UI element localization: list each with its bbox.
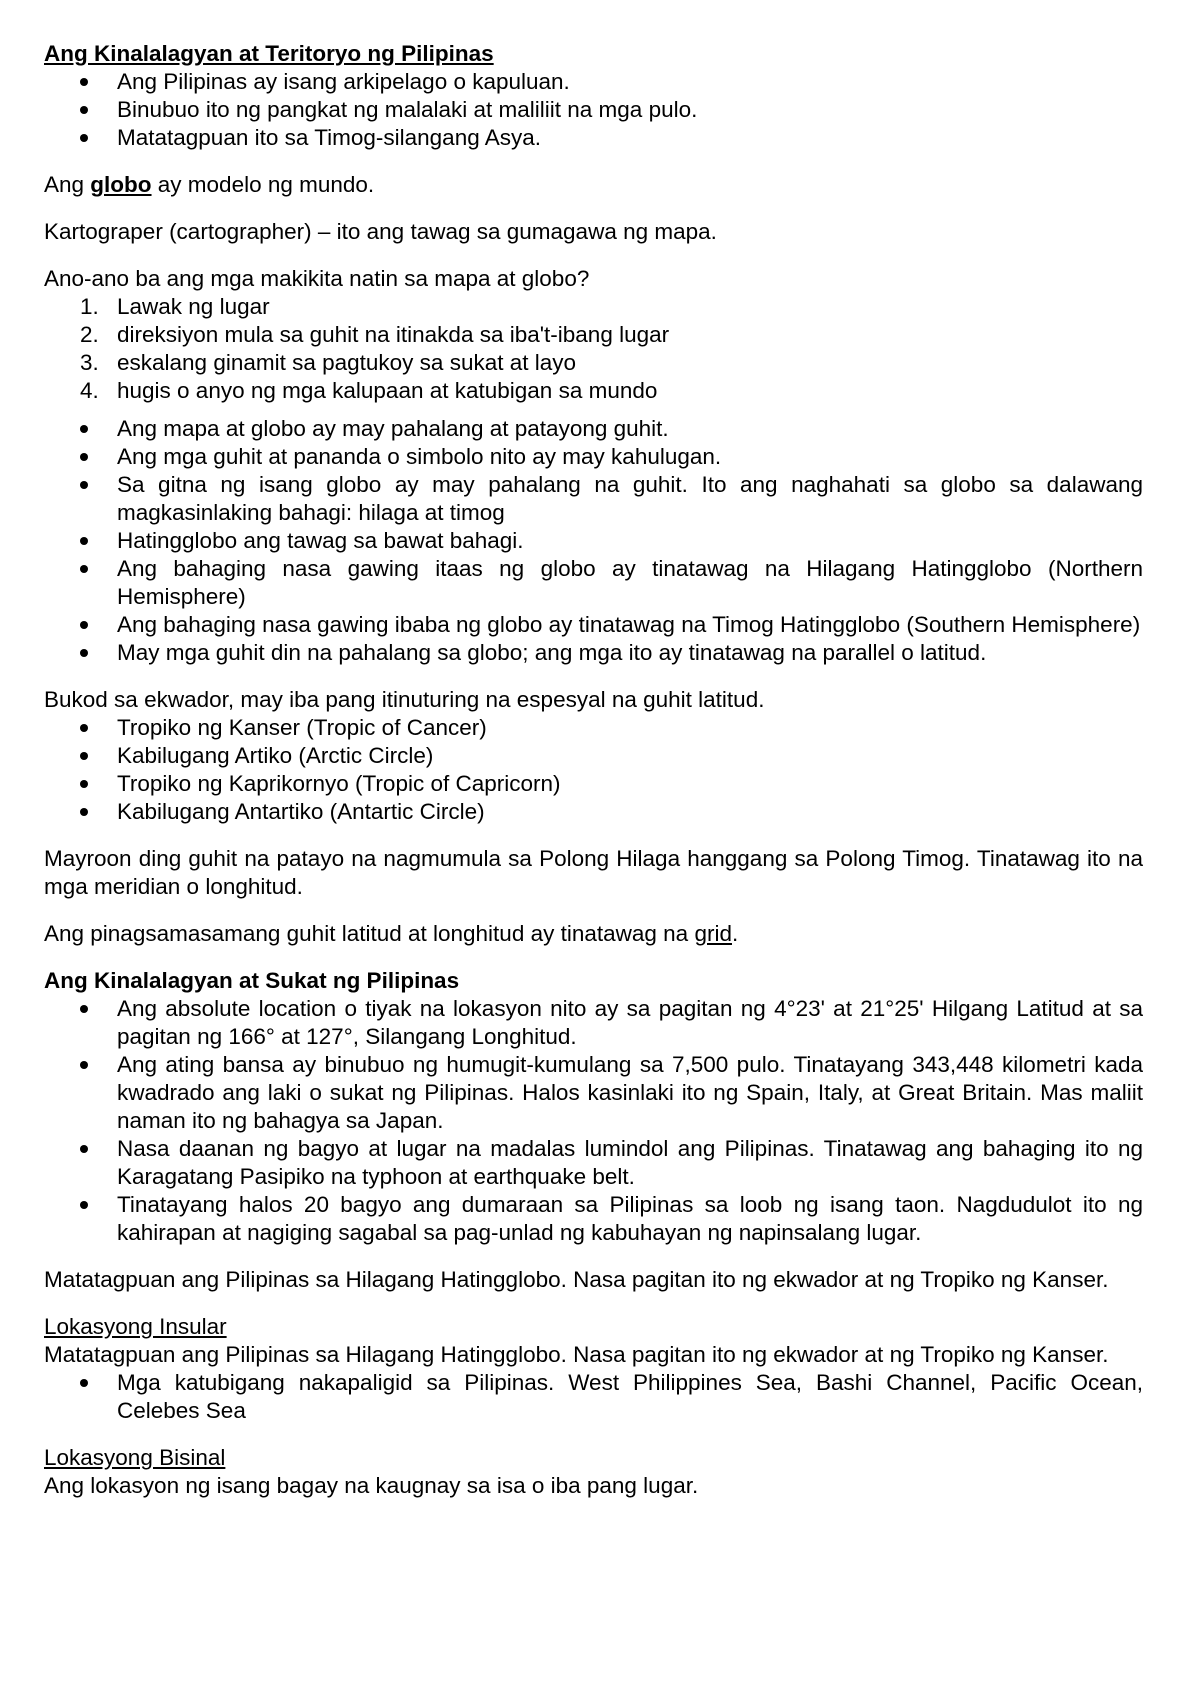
meridian-paragraph: Mayroon ding guhit na patayo na nagmumula sa Polong Hilaga hanggang sa Polong Timog. Tinatawag ito na mga meridian o longhitud. bbox=[44, 846, 1143, 899]
insular-heading: Lokasyong Insular bbox=[44, 1314, 227, 1339]
list-item: Tropiko ng Kaprikornyo (Tropic of Capricorn) bbox=[117, 770, 1143, 798]
insular-paragraph: Matatagpuan ang Pilipinas sa Hilagang Hatingglobo. Nasa pagitan ito ng ekwador at ng Tropiko ng Kanser. bbox=[44, 1342, 1109, 1367]
matatagpuan-paragraph: Matatagpuan ang Pilipinas sa Hilagang Hatingglobo. Nasa pagitan ito ng ekwador at ng Tropiko ng Kanser. bbox=[44, 1267, 1109, 1292]
list-item: Mga katubigang nakapaligid sa Pilipinas. West Philippines Sea, Bashi Channel, Pacific Ocean, Celebes Sea bbox=[117, 1370, 1143, 1423]
grid-term: grid bbox=[694, 921, 732, 946]
list-item: hugis o anyo ng mga kalupaan at katubigan sa mundo bbox=[117, 378, 658, 403]
list-item: Kabilugang Antartiko (Antartic Circle) bbox=[117, 798, 1143, 826]
bisinal-heading: Lokasyong Bisinal bbox=[44, 1445, 226, 1470]
list-item: Ang mga guhit at pananda o simbolo nito ay may kahulugan. bbox=[117, 443, 1143, 471]
list-item: Ang bahaging nasa gawing itaas ng globo ay tinatawag na Hilagang Hatingglobo (Northern Hemisphere) bbox=[117, 556, 1143, 609]
list-item: Kabilugang Artiko (Arctic Circle) bbox=[117, 742, 1143, 770]
list-item: Ang mapa at globo ay may pahalang at patayong guhit. bbox=[117, 415, 1143, 443]
makikita-question: Ano-ano ba ang mga makikita natin sa mapa at globo? bbox=[44, 266, 590, 291]
espesyal-bullet-list bbox=[44, 714, 1143, 826]
list-item: Hatingglobo ang tawag sa bawat bahagi. bbox=[117, 527, 1143, 555]
list-item: Binubuo ito ng pangkat ng malalaki at maliliit na mga pulo. bbox=[117, 96, 1143, 124]
guhit-bullet-list bbox=[44, 415, 1143, 667]
list-item: Tropiko ng Kanser (Tropic of Cancer) bbox=[117, 714, 1143, 742]
section-heading-teritoryo: Ang Kinalalagyan at Teritoryo ng Pilipinas bbox=[44, 41, 494, 66]
globo-paragraph: Ang globo ay modelo ng mundo. bbox=[44, 172, 375, 197]
grid-paragraph: Ang pinagsamasamang guhit latitud at longhitud ay tinatawag na grid. bbox=[44, 921, 739, 946]
section-heading-sukat: Ang Kinalalagyan at Sukat ng Pilipinas bbox=[44, 968, 460, 993]
list-item: Ang Pilipinas ay isang arkipelago o kapuluan. bbox=[117, 68, 1143, 96]
list-item: Matatagpuan ito sa Timog-silangang Asya. bbox=[117, 124, 1143, 152]
globo-term: globo bbox=[90, 172, 152, 197]
list-item: Ang bahaging nasa gawing ibaba ng globo ay tinatawag na Timog Hatingglobo (Southern Hemisphere) bbox=[117, 611, 1143, 639]
espesyal-intro: Bukod sa ekwador, may iba pang itinuturing na espesyal na guhit latitud. bbox=[44, 687, 765, 712]
list-item: eskalang ginamit sa pagtukoy sa sukat at layo bbox=[117, 350, 577, 375]
insular-bullet-list bbox=[44, 1369, 1143, 1425]
list-item: Lawak ng lugar bbox=[117, 294, 270, 319]
list-item: Ang absolute location o tiyak na lokasyon nito ay sa pagitan ng 4°23' at 21°25' Hilgang Latitud at sa pagitan ng 166° at 127°, Silangang Longhitud. bbox=[117, 996, 1143, 1049]
bisinal-paragraph: Ang lokasyon ng isang bagay na kaugnay sa isa o iba pang lugar. bbox=[44, 1473, 699, 1498]
list-item: May mga guhit din na pahalang sa globo; ang mga ito ay tinatawag na parallel o latitud. bbox=[117, 639, 1143, 667]
sukat-bullet-list bbox=[44, 995, 1143, 1247]
list-item: Tinatayang halos 20 bagyo ang dumaraan sa Pilipinas sa loob ng isang taon. Nagdudulot ito ng kahirapan at nagiging sagabal sa pag-unlad ng kabuhayan ng napinsalang lugar. bbox=[117, 1192, 1143, 1245]
list-item: Sa gitna ng isang globo ay may pahalang na guhit. Ito ang naghahati sa globo sa dalawang magkasinlaking bahagi: hilaga at timog bbox=[117, 472, 1143, 525]
list-item: Ang ating bansa ay binubuo ng humugit-kumulang sa 7,500 pulo. Tinatayang 343,448 kilometri kada kwadrado ang laki o sukat ng Pilipinas. Halos kasinlaki ito ng Spain, Italy, at Great Britain. Mas maliit naman ito ng bahagya sa Japan. bbox=[117, 1052, 1143, 1133]
list-item: direksiyon mula sa guhit na itinakda sa iba't-ibang lugar bbox=[117, 322, 670, 347]
kartograper-paragraph: Kartograper (cartographer) – ito ang tawag sa gumagawa ng mapa. bbox=[44, 219, 717, 244]
makikita-numbered-list bbox=[44, 293, 1143, 405]
list-item: Nasa daanan ng bagyo at lugar na madalas lumindol ang Pilipinas. Tinatawag ang bahaging ito ng Karagatang Pasipiko na typhoon at earthquake belt. bbox=[117, 1136, 1143, 1189]
teritoryo-bullet-list bbox=[44, 68, 1143, 152]
